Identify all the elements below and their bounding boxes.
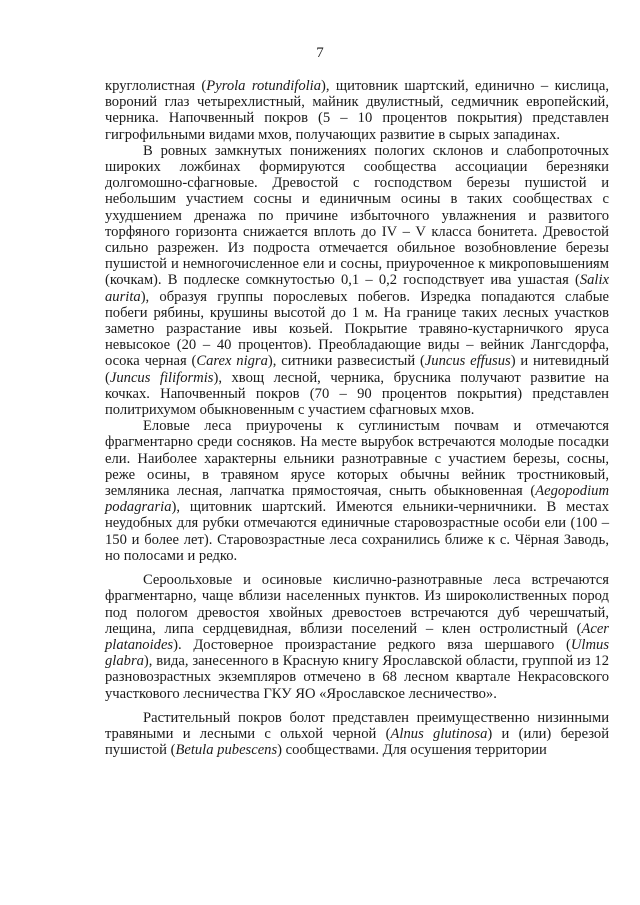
text-run: ), щитовник шартский. Имеются ельники-черничники. В местах неудобных для рубки отмечаются единичные старовозрастные особи ели (100 – 150 и более лет). Старовозрастные леса сохранились ближе к с. Чёрная Заводь, но полосами и редко. bbox=[105, 499, 609, 564]
latin-species-name: Ulmus glabra bbox=[105, 636, 609, 670]
document-body bbox=[105, 78, 609, 758]
latin-species-name: Acer platanoides bbox=[105, 620, 609, 653]
latin-species-name: Carex nigra bbox=[196, 353, 268, 370]
latin-species-name: Betula pubescens bbox=[175, 742, 278, 759]
page-number: 7 bbox=[316, 45, 324, 61]
latin-species-name: Alnus glutinosa bbox=[390, 725, 488, 742]
text-run: ). Достоверное произрастание редкого вяза шершавого ( bbox=[173, 636, 571, 653]
latin-species-name: Juncus effusus bbox=[424, 353, 511, 370]
latin-species-name: Juncus filiformis bbox=[109, 369, 214, 386]
paragraph bbox=[105, 710, 609, 759]
latin-species-name: Aegopodium podagraria bbox=[105, 483, 609, 516]
text-run: ), образуя группы порослевых побегов. Изредка попадаются слабые побеги рябины, крушины высотой до 1 м. На границе таких лесных участков заметно разрастание ивы козьей. Покрытие травяно-кустарничкого яруса невысокое (20 – 40 процентов). Преобладающие виды – вейник Лангсдорфа, осока черная ( bbox=[105, 288, 609, 370]
latin-species-name: Salix aurita bbox=[105, 272, 609, 305]
text-run: Сероольховые и осиновые кислично-разнотравные леса встречаются фрагментарно, чаще вблизи населенных пунктов. Из широколиственных пород под пологом древостоя хвойных древостоев встречаются дуб черешчатый, лещина, липа сердцевидная, вблизи поселений – клен остролистный ( bbox=[105, 572, 609, 637]
text-run: ), щитовник шартский, единично – кислица, вороний глаз четырехлистный, майник двулистный, седмичник европейский, черника. Напочвенный покров (5 – 10 процентов покрытия) представлен гигрофильными видами мхов, получающих развитие в сырых западинах. bbox=[105, 78, 609, 143]
text-run: ) и (или) березой пушистой ( bbox=[105, 725, 610, 759]
text-run: ) и нитевидный ( bbox=[105, 353, 609, 386]
text-run: круглолистная ( bbox=[105, 78, 207, 94]
text-run: ) сообществами. Для осушения территории bbox=[277, 742, 547, 759]
latin-species-name: Pyrola rotundifolia bbox=[206, 78, 322, 94]
text-run: Еловые леса приурочены к суглинистым почвам и отмечаются фрагментарно среди сосняков. На месте вырубок встречаются молодые посадки ели. Наиболее характерны ельники разнотравные с участием березы, сосны, реже осины, в травяном ярусе которых обычны вейник тростниковый, земляника лесная, лапчатка прямостоячая, сныть обыкновенная ( bbox=[105, 418, 609, 500]
paragraph bbox=[105, 572, 609, 702]
text-run: В ровных замкнутых понижениях пологих склонов и слабопроточных широких ложбинах формируются сообщества ассоциации березняки долгомошно-сфагновые. Древостой с господством березы пушистой и небольшим участием сосны и единичным осины в таких сообществах с ухудшением дренажа по причине избыточного увлажнения и развитого торфяного горизонта снижается вплоть до IV – V класса бонитета. Древостой сильно разрежен. Из подроста отмечается обильное возобновление березы пушистой и немногочисленное ели и сосны, приуроченное к микроповышениям (кочкам). В подлеске сомкнутостью 0,1 – 0,2 господствует ива ушастая ( bbox=[105, 142, 609, 289]
paragraph bbox=[105, 418, 609, 564]
text-run: ), ситники развесистый ( bbox=[267, 353, 425, 370]
paragraph bbox=[105, 143, 609, 418]
text-run: Растительный покров болот представлен преимущественно низинными травяными и лесными с ольхой черной ( bbox=[105, 709, 609, 742]
text-run: ), хвощ лесной, черника, брусника получают развитие на кочках. Напочвенный покров (70 – 90 процентов покрытия) представлен политрихумом обыкновенным с участием сфагновых мхов. bbox=[105, 369, 609, 419]
paragraph bbox=[105, 78, 609, 143]
text-run: ), вида, занесенного в Красную книгу Ярославской области, группой из 12 разновозрастных экземпляров отмечено в 68 лесном квартале Некрасовского участкового лесничества ГКУ ЯО «Ярославское лесничество». bbox=[105, 653, 609, 702]
